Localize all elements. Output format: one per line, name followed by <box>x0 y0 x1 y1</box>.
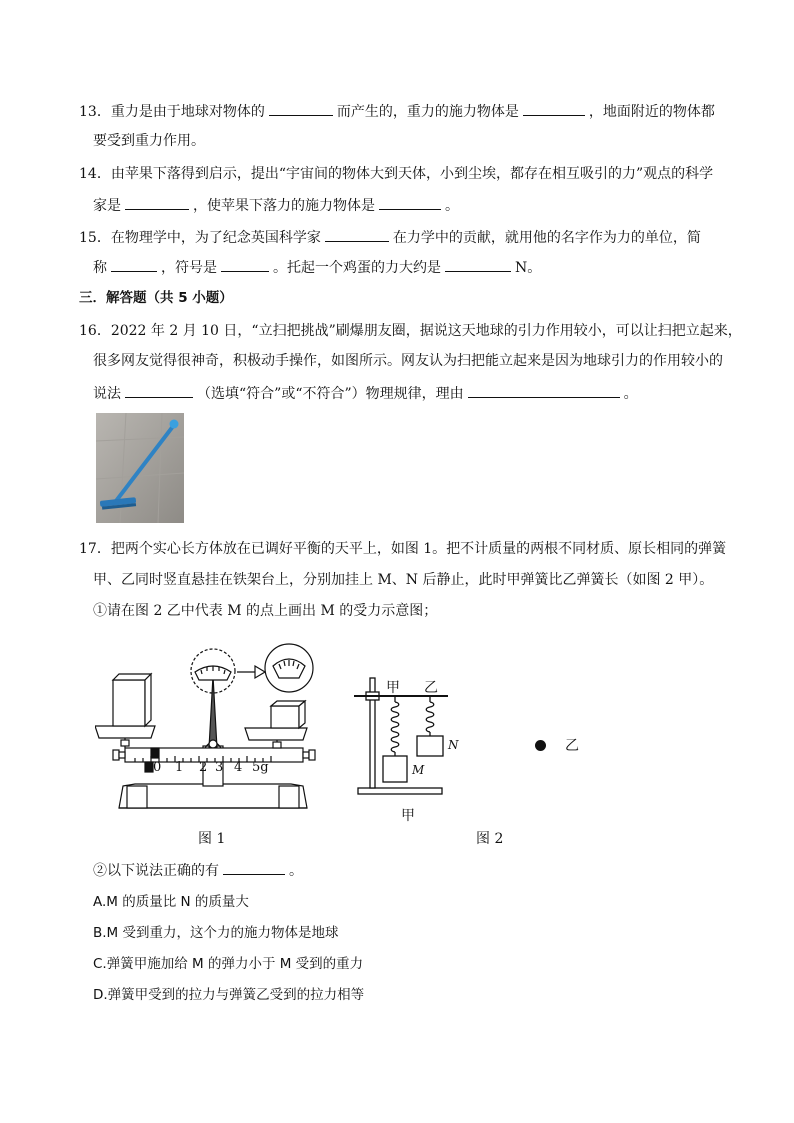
option-b[interactable]: B.M 受到重力，这个力的施力物体是地球 <box>93 925 339 941</box>
q17-line1: 17．把两个实心长方体放在已调好平衡的天平上，如图 1。把不计质量的两根不同材质、原长相同的弹簧 <box>79 541 727 557</box>
point-m[interactable] <box>535 740 546 751</box>
q13-line1: 13．重力是由于地球对物体的 而产生的，重力的施力物体是 ，地面附近的物体都 <box>79 101 715 122</box>
tick-3: 3 <box>215 760 224 775</box>
q13-blank-1[interactable] <box>269 101 333 116</box>
section-heading: 三．解答题（共 5 小题） <box>79 290 233 306</box>
tick-5: 5g <box>252 760 269 775</box>
figure-2-caption: 图 2 <box>476 831 504 847</box>
option-c[interactable]: C.弹簧甲施加给 M 的弹力小于 M 受到的重力 <box>93 956 364 972</box>
scale-tick-labels <box>144 760 284 778</box>
q16-line2: 很多网友觉得很神奇，积极动手操作，如图所示。网友认为扫把能立起来是因为地球引力的作用较小的 <box>93 353 723 369</box>
q14-blank-1[interactable] <box>125 195 189 210</box>
q17-line2: 甲、乙同时竖直悬挂在铁架台上，分别加挂上 M、N 后静止，此时甲弹簧比乙弹簧长（如图 2 甲）。 <box>93 572 714 588</box>
q15-blank-2[interactable] <box>111 257 157 272</box>
q14-line2: 家是 ，使苹果下落力的施力物体是 。 <box>93 195 459 216</box>
point-label: 乙 <box>565 738 579 754</box>
spring-label-b: 乙 <box>424 680 438 696</box>
q17-part1: ①请在图 2 乙中代表 M 的点上画出 M 的受力示意图； <box>93 603 438 619</box>
block-n <box>417 736 443 756</box>
block-n-label: N <box>448 738 459 752</box>
q17-blank-1[interactable] <box>223 860 285 875</box>
q16-line3: 说法 （选填“符合”或“不符合”）物理规律，理由 。 <box>93 383 638 404</box>
figure-1-balance <box>95 636 340 816</box>
q15-blank-1[interactable] <box>325 227 389 242</box>
tick-4: 4 <box>234 760 243 775</box>
q15-line1: 15．在物理学中，为了纪念英国科学家 在力学中的贡献，就用他的名字作为力的单位，简 <box>79 227 701 248</box>
option-a[interactable]: A.M 的质量比 N 的质量大 <box>93 894 249 910</box>
q14-blank-2[interactable] <box>379 195 441 210</box>
q16-line1: 16．2022 年 2 月 10 日，“立扫把挑战”刷爆朋友圈，据说这天地球的引力作用较小，可以让扫把立起来， <box>79 323 742 339</box>
figure-2-stand <box>350 672 470 802</box>
broom-photo <box>96 413 184 523</box>
tick-2: 2 <box>199 760 208 775</box>
q16-blank-2[interactable] <box>468 383 620 398</box>
q13-line2: 要受到重力作用。 <box>93 133 205 149</box>
q13-blank-2[interactable] <box>523 101 585 116</box>
tick-1: 1 <box>175 760 184 775</box>
q15-line2: 称 ，符号是 。托起一个鸡蛋的力大约是 N。 <box>93 257 541 278</box>
q15-blank-3[interactable] <box>221 257 269 272</box>
tick-0: 0 <box>153 760 162 775</box>
figure-1-caption: 图 1 <box>198 831 226 847</box>
block-m <box>383 756 407 782</box>
stand-label: 甲 <box>401 808 415 824</box>
q17-part2: ②以下说法正确的有 。 <box>93 860 303 881</box>
block-m-label: M <box>412 763 425 777</box>
q15-blank-4[interactable] <box>445 257 511 272</box>
option-d[interactable]: D.弹簧甲受到的拉力与弹簧乙受到的拉力相等 <box>93 987 365 1003</box>
q16-blank-1[interactable] <box>125 383 193 398</box>
spring-label-a: 甲 <box>386 680 400 696</box>
q14-line1: 14．由苹果下落得到启示，提出“宇宙间的物体大到天体，小到尘埃，都存在相互吸引的力”观点的科学 <box>79 166 714 182</box>
